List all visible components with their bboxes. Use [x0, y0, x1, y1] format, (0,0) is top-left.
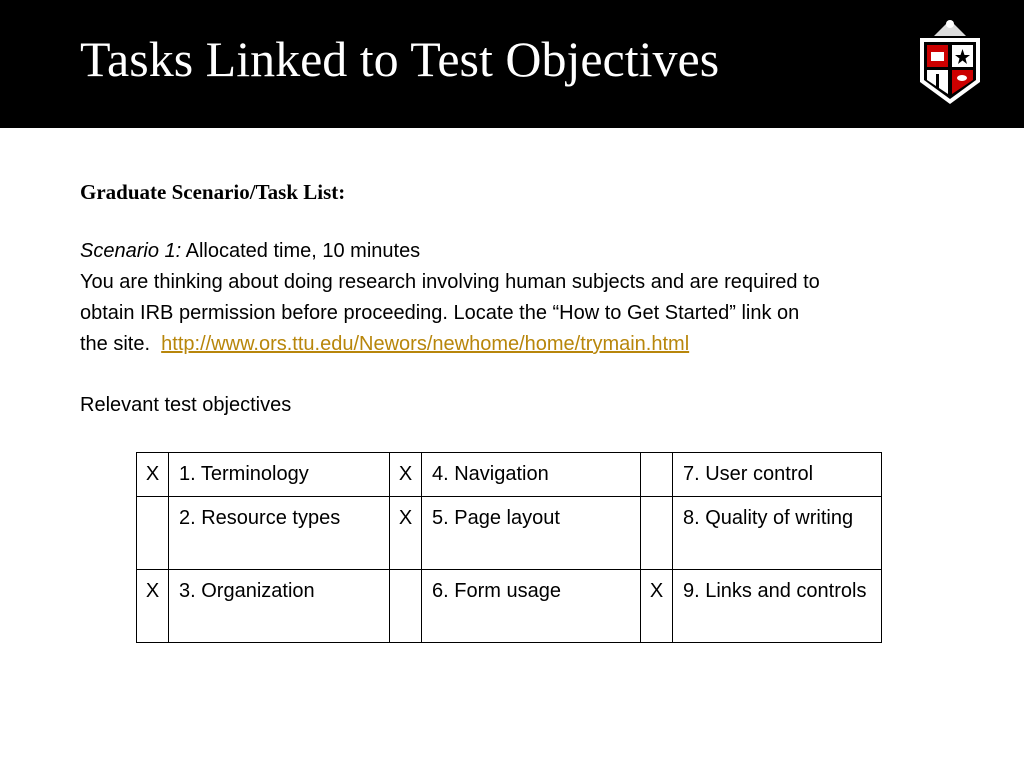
scenario-time: Allocated time, 10 minutes: [181, 240, 421, 262]
body-line: obtain IRB permission before proceeding. Locate the “How to Get Started” link on: [80, 302, 800, 324]
body-line: You are thinking about doing research involving human subjects and are required to: [80, 271, 820, 293]
body-text: the site.: [80, 333, 162, 355]
title-bar: [0, 0, 1024, 128]
objective-mark: [641, 453, 673, 497]
objective-mark: X: [137, 453, 169, 497]
site-link[interactable]: http://www.ors.ttu.edu/Newors/newhome/home/trymain.html: [161, 333, 690, 355]
relevant-objectives-label: Relevant test objectives: [80, 394, 292, 416]
table-row: [137, 570, 882, 643]
section-heading: Graduate Scenario/Task List:: [80, 180, 346, 204]
objective-label: 6. Form usage: [422, 570, 641, 643]
objective-label: 8. Quality of writing: [673, 497, 882, 570]
objective-label: 7. User control: [673, 453, 882, 497]
objective-mark: X: [641, 570, 673, 643]
objective-mark: [137, 497, 169, 570]
objective-label: 9. Links and controls: [673, 570, 882, 643]
body-line: [80, 333, 689, 356]
table-row: [137, 497, 882, 570]
objectives-table: [136, 452, 882, 643]
university-seal-logo: [914, 14, 986, 106]
scenario-line: [80, 240, 420, 263]
objective-mark: X: [390, 497, 422, 570]
objective-label: 3. Organization: [169, 570, 390, 643]
objective-label: 4. Navigation: [422, 453, 641, 497]
scenario-label: Scenario 1:: [80, 240, 182, 262]
slide-title: Tasks Linked to Test Objectives: [80, 31, 720, 87]
objective-mark: X: [390, 453, 422, 497]
table-row: [137, 453, 882, 497]
objective-label: 2. Resource types: [169, 497, 390, 570]
objective-mark: [641, 497, 673, 570]
objective-mark: [390, 570, 422, 643]
objective-label: 5. Page layout: [422, 497, 641, 570]
objective-mark: X: [137, 570, 169, 643]
objective-label: 1. Terminology: [169, 453, 390, 497]
